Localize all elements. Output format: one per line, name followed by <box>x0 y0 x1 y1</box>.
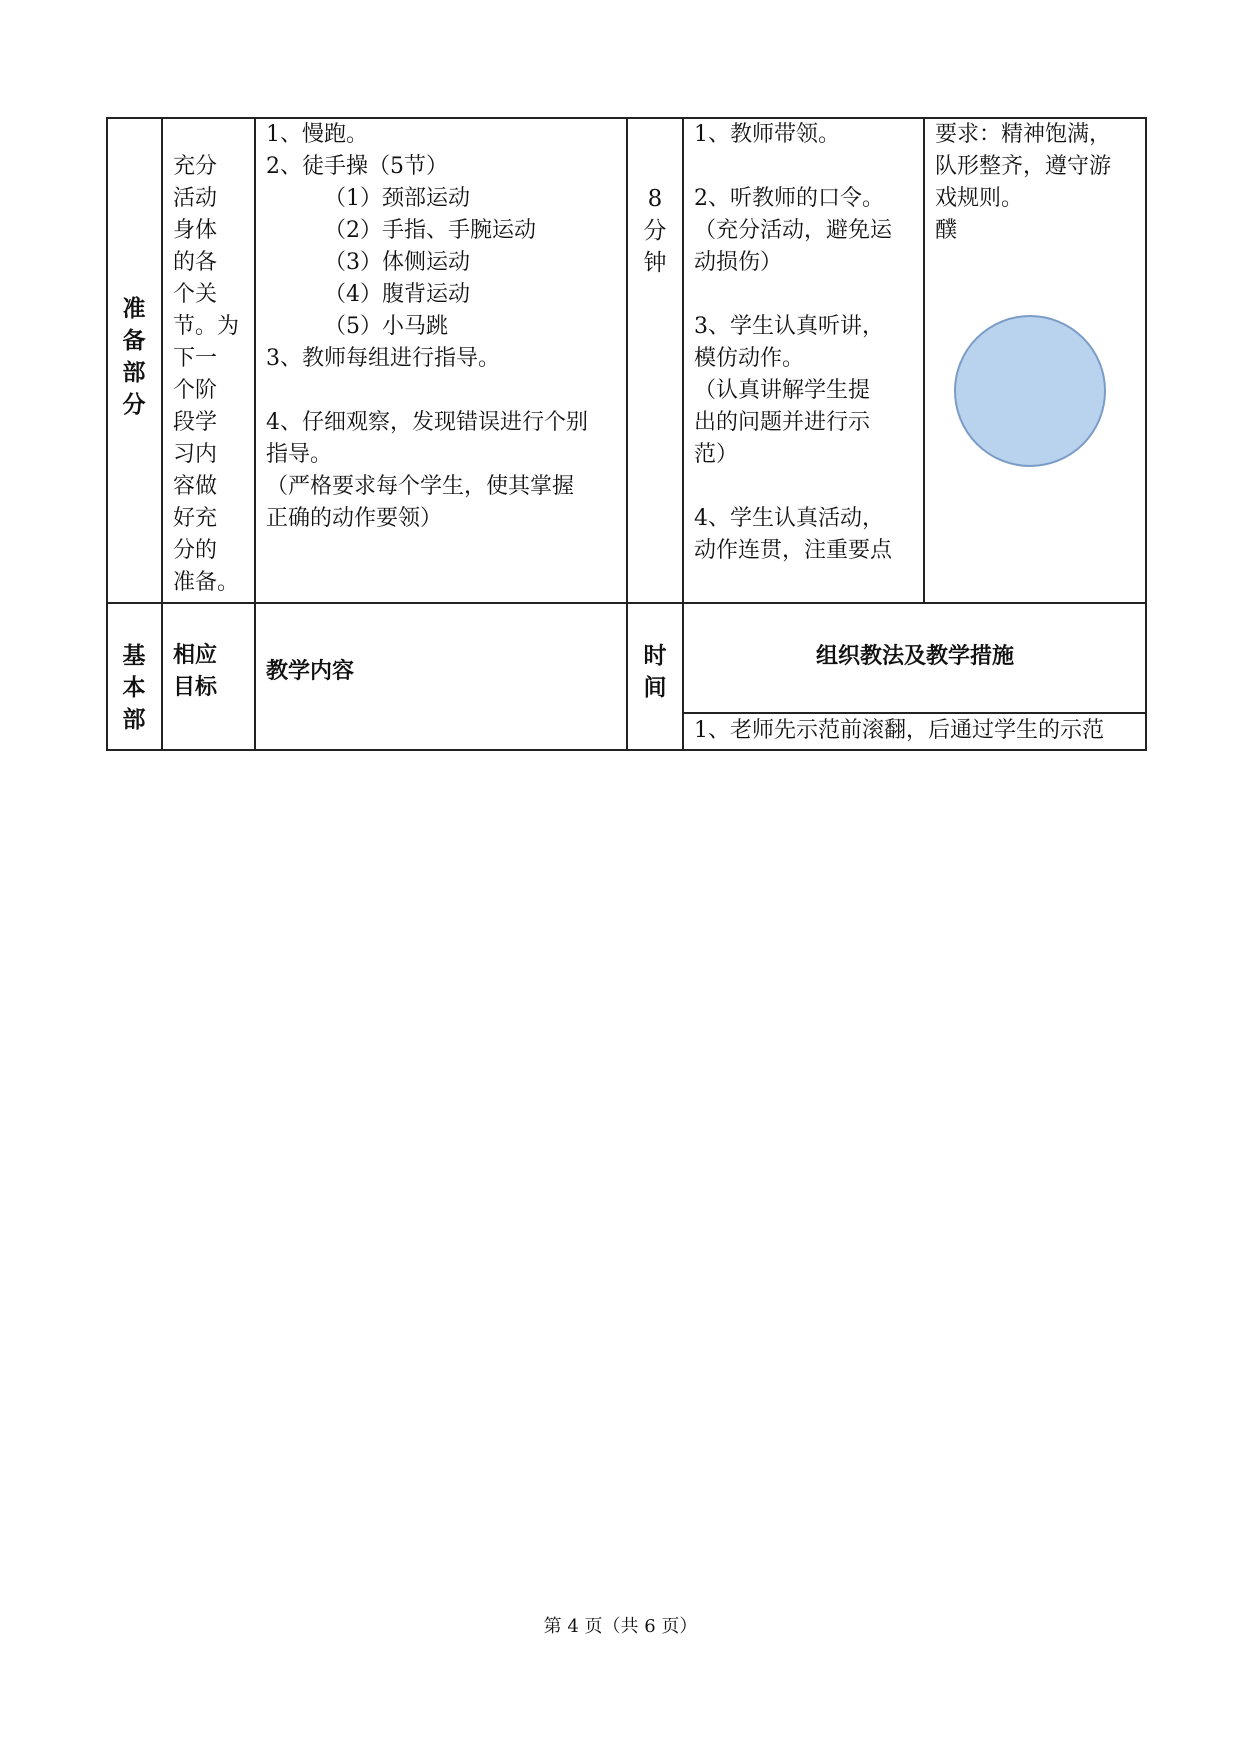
method-first-line: 1、老师先示范前滚翻，后通过学生的示范 <box>694 718 1104 743</box>
prep-label-char: 准 <box>122 296 146 322</box>
time-header-char: 间 <box>643 675 667 701</box>
prep-goal-line: 活动 <box>173 186 218 211</box>
time-header-char: 时 <box>643 643 667 669</box>
method-line: 3、学生认真听讲， <box>694 314 884 339</box>
content-line: （4）腹背运动 <box>324 282 470 307</box>
prep-content-cell <box>266 119 624 535</box>
basic-label-char: 部 <box>122 707 146 733</box>
goal-header <box>173 640 253 704</box>
prep-goal-line: 个阶 <box>173 378 218 403</box>
content-line: 正确的动作要领） <box>266 506 443 531</box>
prep-time-cell <box>626 183 684 279</box>
content-line: （5）小马跳 <box>324 314 448 339</box>
method-line: 模仿动作。 <box>694 346 805 371</box>
content-header: 教学内容 <box>266 659 355 684</box>
prep-goal-line: 准备。 <box>173 570 240 595</box>
requirement-line: 醭 <box>935 218 958 243</box>
requirement-line: 戏规则。 <box>935 186 1024 211</box>
basic-label-char: 基 <box>122 643 146 669</box>
content-line: （2）手指、手腕运动 <box>324 218 536 243</box>
time-char: 分 <box>643 218 667 244</box>
formation-circle-diagram <box>953 314 1107 468</box>
goal-header-line: 相应 <box>173 643 218 668</box>
content-line: （严格要求每个学生，使其掌握 <box>266 474 575 499</box>
prep-goal-line: 好充 <box>173 506 218 531</box>
lesson-plan-table <box>106 117 1147 751</box>
content-line: 1、慢跑。 <box>266 122 368 147</box>
goal-header-line: 目标 <box>173 675 218 700</box>
time-char: 钟 <box>643 250 667 276</box>
prep-goal-line: 个关 <box>173 282 218 307</box>
prep-goal-cell <box>173 151 253 599</box>
content-line: （1）颈部运动 <box>324 186 470 211</box>
prep-label-char: 备 <box>122 328 146 354</box>
method-line: 范） <box>694 442 739 467</box>
method-line: 出的问题并进行示 <box>694 410 871 435</box>
prep-method-cell <box>694 119 922 567</box>
method-line: （充分活动，避免运 <box>694 218 893 243</box>
prep-goal-line: 充分 <box>173 154 218 179</box>
method-line: （认真讲解学生提 <box>694 378 871 403</box>
time-header <box>626 640 684 704</box>
prep-requirements-cell <box>935 119 1143 247</box>
prep-goal-line: 习内 <box>173 442 218 467</box>
prep-goal-line: 节。为 <box>173 314 240 339</box>
content-line: 指导。 <box>266 442 333 467</box>
prep-section-label <box>106 293 162 421</box>
time-char: 8 <box>647 186 663 212</box>
method-line: 动损伤） <box>694 250 783 275</box>
content-line: 2、徒手操（5节） <box>266 154 448 179</box>
method-line: 2、听教师的口令。 <box>694 186 884 211</box>
prep-goal-line: 段学 <box>173 410 218 435</box>
formation-circle <box>955 316 1105 466</box>
prep-label-char: 部 <box>122 360 146 386</box>
basic-label-char: 本 <box>122 675 146 701</box>
content-line: 3、教师每组进行指导。 <box>266 346 500 371</box>
method-line: 1、教师带领。 <box>694 122 840 147</box>
prep-goal-line: 分的 <box>173 538 218 563</box>
content-line: 4、仔细观察，发现错误进行个别 <box>266 410 588 435</box>
requirement-line: 队形整齐，遵守游 <box>935 154 1112 179</box>
prep-goal-line: 身体 <box>173 218 218 243</box>
method-subrow-divider <box>682 712 1147 714</box>
prep-goal-line: 的各 <box>173 250 218 275</box>
method-header: 组织教法及教学措施 <box>815 644 1014 669</box>
col-divider-2 <box>254 117 256 751</box>
method-line: 4、学生认真活动， <box>694 506 884 531</box>
prep-goal-line: 容做 <box>173 474 218 499</box>
prep-goal-line: 下一 <box>173 346 218 371</box>
content-line: （3）体侧运动 <box>324 250 470 275</box>
col-divider-5 <box>923 117 925 604</box>
basic-section-label <box>106 640 162 736</box>
prep-label-char: 分 <box>122 392 146 418</box>
method-line: 动作连贯，注重要点 <box>694 538 893 563</box>
requirement-line: 要求：精神饱满， <box>935 122 1112 147</box>
page-number: 第 4 页（共 6 页） <box>543 1616 698 1637</box>
